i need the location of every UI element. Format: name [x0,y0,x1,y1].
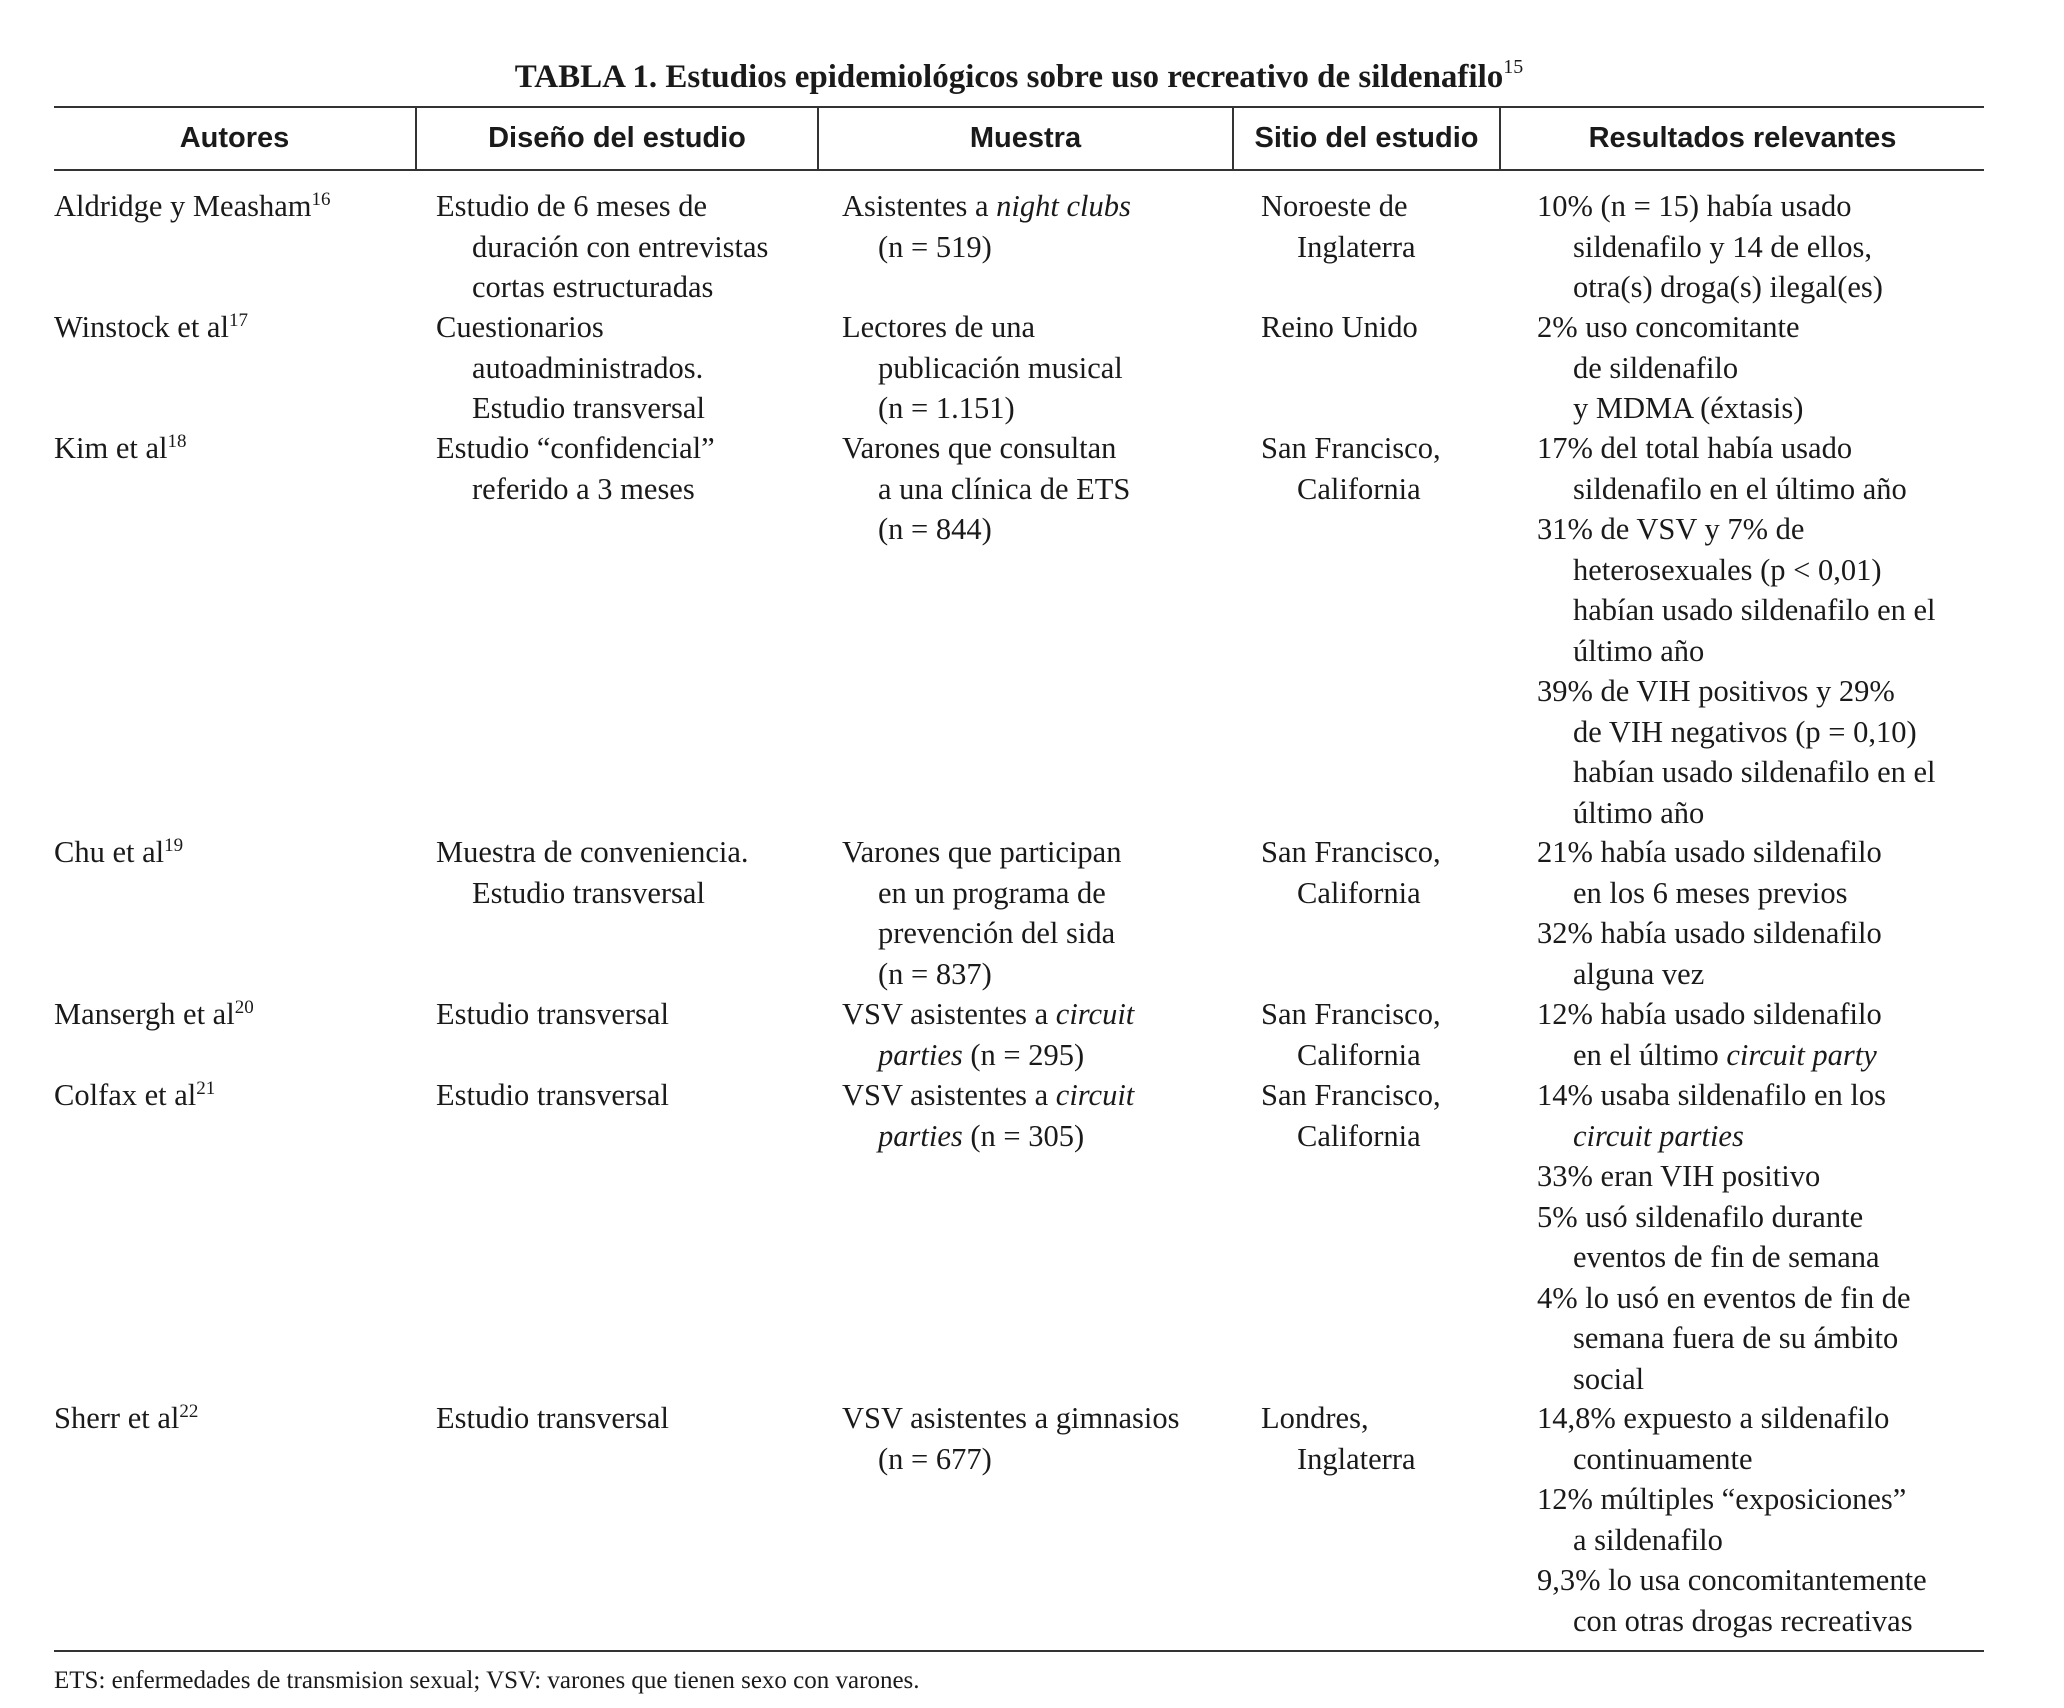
cell-line: 9,3% lo usa concomitantemente [1537,1563,1927,1597]
cell-line: de VIH negativos (p = 0,10) [1573,714,1917,749]
cell-line: (n = 844) [878,512,992,546]
table-row [0,428,2064,832]
site-cell [1261,994,1441,1075]
cell-line: habían usado sildenafilo en el [1573,755,1936,789]
cell-line: 39% de VIH positivos y 29% [1537,674,1895,708]
results-cell [1537,186,1883,308]
author-name: Aldridge y Measham [54,189,312,223]
author-ref: 21 [196,1078,216,1099]
cell-line: prevención del sida [878,916,1116,950]
results-cell [1537,1398,1927,1641]
result-item [1537,1479,1927,1560]
table-row [0,994,2064,1075]
cell-line: California [1297,875,1421,910]
cell-line: último año [1573,633,1705,668]
cell-line: heterosexuales (p < 0,01) [1573,552,1882,587]
cell-line: parties (n = 295) [878,1037,1085,1072]
design-cell [436,1398,669,1439]
cell-line: 2% uso concomitante [1537,310,1800,344]
author-cell [54,832,183,873]
italic-term: circuit [1055,997,1135,1031]
cell-line: Estudio transversal [436,1078,669,1112]
footnote: ETS: enfermedades de transmision sexual; VSV: varones que tienen sexo con varones. [54,1667,920,1694]
cell-line: Estudio transversal [472,875,705,910]
sample-cell [842,307,1123,429]
cell-line: (n = 1.151) [878,391,1015,425]
author-cell [54,1398,198,1439]
cell-line: California [1297,1118,1421,1153]
results-cell [1537,1075,1911,1399]
result-item [1537,1278,1911,1400]
cell-line: a una clínica de ETS [878,471,1131,506]
results-cell [1537,832,1882,994]
author-name: Chu et al [54,835,165,869]
cell-line: Muestra de conveniencia. [436,835,749,869]
header-autores: Autores [179,122,290,154]
italic-term: circuit party [1726,1037,1877,1072]
cell-line: VSV asistentes a circuit [842,1078,1135,1112]
cell-line: 17% del total había usado [1537,431,1853,465]
sample-cell [842,1398,1179,1479]
cell-line: 32% había usado sildenafilo [1537,916,1882,950]
author-name: Winstock et al [54,310,229,344]
cell-line: San Francisco, [1261,431,1441,465]
cell-line: alguna vez [1573,956,1705,991]
cell-line: con otras drogas recreativas [1573,1603,1913,1638]
cell-line: en el último circuit party [1573,1037,1877,1072]
cell-line: semana fuera de su ámbito [1573,1321,1899,1355]
header-sitio: Sitio del estudio [1254,122,1479,154]
site-cell [1261,1075,1441,1156]
cell-line: (n = 837) [878,956,992,991]
header-muestra: Muestra [969,122,1082,154]
cell-line: parties (n = 305) [878,1118,1085,1153]
cell-line: 21% había usado sildenafilo [1537,835,1882,869]
site-cell [1261,307,1418,348]
cell-line: publicación musical [878,350,1123,385]
cell-line: Cuestionarios [436,310,604,344]
cell-line: 14% usaba sildenafilo en los [1537,1078,1886,1112]
site-cell [1261,428,1441,509]
author-name: Colfax et al [54,1078,197,1112]
result-item [1537,186,1883,308]
author-cell [54,994,254,1035]
results-cell [1537,994,1882,1075]
result-item [1537,671,1936,833]
table-row [0,832,2064,994]
author-name: Mansergh et al [54,997,235,1031]
cell-line: Estudio transversal [436,1401,669,1435]
design-cell [436,186,768,308]
cell-line: duración con entrevistas [472,229,769,264]
cell-line: 5% usó sildenafilo durante [1537,1199,1864,1234]
table-body [0,186,2064,1641]
design-cell [436,1075,669,1116]
table-row [0,186,2064,307]
result-item [1537,994,1882,1075]
cell-line: social [1573,1361,1645,1396]
cell-line: Reino Unido [1261,310,1418,344]
cell-line: referido a 3 meses [472,471,695,506]
cell-line: California [1297,471,1421,506]
cell-line: Lectores de una [842,310,1036,344]
cell-line: 12% había usado sildenafilo [1537,997,1882,1031]
design-cell [436,428,715,509]
cell-line: autoadministrados. [472,350,704,385]
cell-line: Estudio transversal [472,391,705,425]
sample-cell [842,994,1134,1075]
result-item [1537,307,1803,429]
table-title-text: TABLA 1. Estudios epidemiológicos sobre uso recreativo de sildenafilo [514,59,1504,95]
cell-line: (n = 519) [878,229,992,264]
table-row [0,307,2064,428]
table-row [0,1075,2064,1398]
author-cell [54,307,248,348]
table-row [0,1398,2064,1641]
result-item [1537,1156,1911,1197]
cell-line: San Francisco, [1261,1078,1441,1112]
sample-cell [842,832,1121,994]
cell-line: Estudio transversal [436,997,669,1031]
table-title [54,52,1984,102]
cell-line: Inglaterra [1297,229,1416,264]
italic-term: parties [878,1118,963,1153]
cell-line: continuamente [1573,1441,1753,1476]
author-cell [54,186,331,227]
cell-line: 10% (n = 15) había usado [1537,189,1852,223]
results-cell [1537,428,1936,833]
cell-line: California [1297,1037,1421,1072]
cell-line: Varones que consultan [842,431,1117,465]
result-item [1537,1398,1927,1479]
result-item [1537,1560,1927,1641]
cell-line: sildenafilo y 14 de ellos, [1573,229,1873,264]
design-cell [436,994,669,1035]
design-cell [436,832,749,913]
results-cell [1537,307,1803,429]
cell-line [1537,1116,1911,1157]
cell-line: 33% eran VIH positivo [1537,1159,1821,1193]
cell-line: 14,8% expuesto a sildenafilo [1537,1401,1890,1435]
cell-line: en los 6 meses previos [1573,875,1848,910]
cell-line: otra(s) droga(s) ilegal(es) [1573,270,1883,304]
author-cell [54,1075,215,1116]
cell-line: VSV asistentes a circuit [842,997,1135,1031]
cell-line: Varones que participan [842,835,1122,869]
cell-line: San Francisco, [1261,997,1441,1031]
header-diseno: Diseño del estudio [488,122,746,154]
author-name: Kim et al [54,431,168,465]
cell-line: Asistentes a night clubs [842,189,1131,223]
cell-line: VSV asistentes a gimnasios [842,1401,1180,1435]
author-ref: 20 [234,997,254,1018]
cell-line: Londres, [1261,1401,1369,1435]
italic-term: night clubs [996,189,1131,223]
cell-line: Estudio de 6 meses de [436,189,708,223]
result-item [1537,1197,1911,1278]
sample-cell [842,186,1131,267]
result-item [1537,1075,1911,1156]
result-item [1537,509,1936,671]
author-ref: 22 [179,1401,199,1422]
cell-line: en un programa de [878,875,1106,910]
header-resultados: Resultados relevantes [1588,122,1897,154]
italic-term: parties [878,1037,963,1072]
sample-cell [842,1075,1134,1156]
table-title-ref: 15 [1503,56,1524,78]
cell-line: 31% de VSV y 7% de [1537,512,1805,546]
author-ref: 18 [167,431,187,452]
cell-line: de sildenafilo [1573,350,1739,385]
cell-line: San Francisco, [1261,835,1441,869]
author-name: Sherr et al [54,1401,180,1435]
cell-line: y MDMA (éxtasis) [1573,391,1804,425]
cell-line: eventos de fin de semana [1573,1240,1880,1274]
italic-term: circuit [1055,1078,1135,1112]
author-ref: 19 [164,835,184,856]
italic-term: circuit parties [1573,1118,1744,1153]
sample-cell [842,428,1130,550]
cell-line: habían usado sildenafilo en el [1573,593,1936,627]
site-cell [1261,1398,1416,1479]
result-item [1537,428,1936,509]
site-cell [1261,832,1441,913]
cell-line: último año [1573,795,1705,830]
cell-line: a sildenafilo [1573,1522,1723,1557]
cell-line: sildenafilo en el último año [1573,471,1907,506]
author-ref: 16 [311,189,331,210]
author-ref: 17 [228,310,248,331]
result-item [1537,832,1882,913]
cell-line: Inglaterra [1297,1441,1416,1476]
result-item [1537,913,1882,994]
cell-line: 12% múltiples “exposiciones” [1537,1482,1907,1516]
author-cell [54,428,187,469]
cell-line: cortas estructuradas [472,270,714,304]
cell-line: Estudio “confidencial” [436,431,715,465]
cell-line: 4% lo usó en eventos de fin de [1537,1280,1911,1315]
cell-line: Noroeste de [1261,189,1408,223]
design-cell [436,307,705,429]
site-cell [1261,186,1416,267]
bottom-rule [54,1650,1984,1652]
cell-line: (n = 677) [878,1441,992,1476]
